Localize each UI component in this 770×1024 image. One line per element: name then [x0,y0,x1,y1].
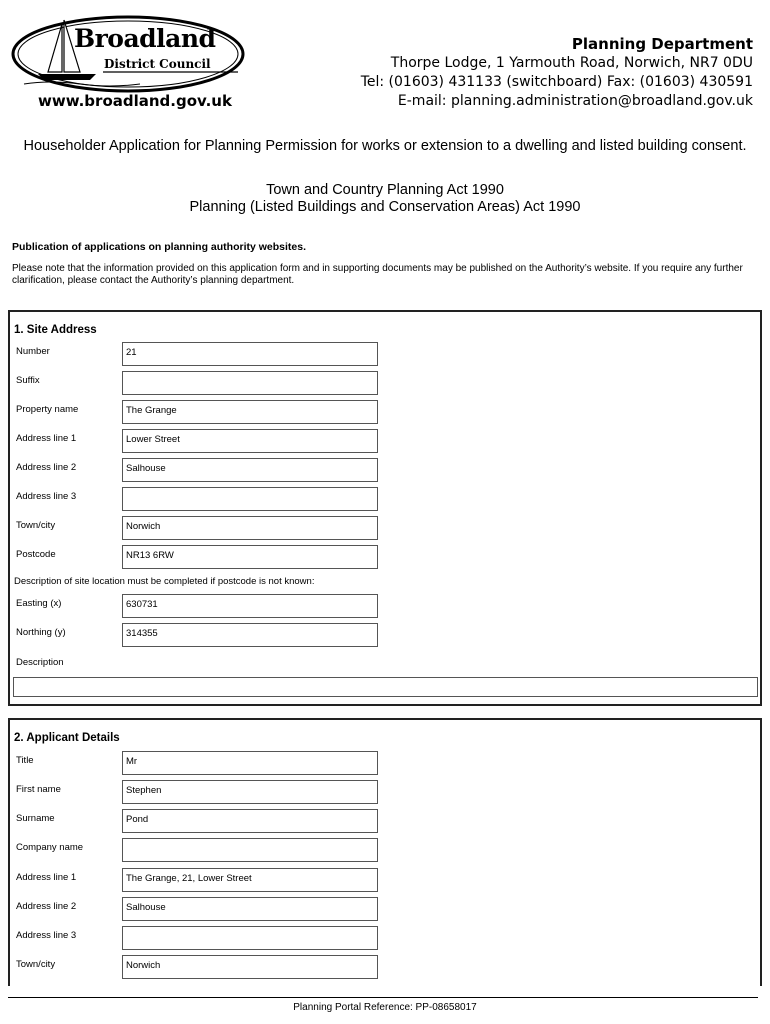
publication-note: Please note that the information provided on this application form and in supporting documents may be published on the Authority’s website. If you require any further clarification, please contact the Authority’s planning department. [12,263,743,286]
form-title: Householder Application for Planning Permission for works or extension to a dwelling and listed building consent. [23,138,747,154]
field-label: Address line 2 [16,901,77,912]
field-label: Town/city [16,520,56,531]
applicant-town-city-field[interactable]: Norwich [122,955,378,979]
department-title: Planning Department [571,35,753,53]
address-line-3-field[interactable] [122,487,378,511]
address-line-1-field[interactable]: Lower Street [122,429,378,453]
field-label: Number [16,346,50,357]
address-line-2-field[interactable]: Salhouse [122,458,378,482]
site-address-section [8,310,762,706]
field-label: Title [16,755,34,766]
northing-field[interactable]: 314355 [122,623,378,647]
field-label: Address line 3 [16,491,77,502]
field-label: Company name [16,842,84,853]
field-label: First name [16,784,61,795]
suffix-field[interactable] [122,371,378,395]
section-title: 1. Site Address [14,324,97,336]
property-name-field[interactable]: The Grange [122,400,378,424]
website-link[interactable]: www.broadland.gov.uk [38,92,232,110]
title-field[interactable]: Mr [122,751,378,775]
postcode-field[interactable]: NR13 6RW [122,545,378,569]
field-label: Address line 1 [16,433,77,444]
applicant-address-line-2-field[interactable]: Salhouse [122,897,378,921]
field-label: Northing (y) [16,627,66,638]
applicant-address-line-3-field[interactable] [122,926,378,950]
publication-heading: Publication of applications on planning authority websites. [12,241,307,253]
section-title: 2. Applicant Details [14,732,120,744]
easting-field[interactable]: 630731 [122,594,378,618]
surname-field[interactable]: Pond [122,809,378,833]
field-label: Description [16,657,64,668]
field-label: Surname [16,813,55,824]
field-label: Postcode [16,549,56,560]
number-field[interactable]: 21 [122,342,378,366]
company-name-field[interactable] [122,838,378,862]
department-contact [361,34,753,111]
act-line-2: Planning (Listed Buildings and Conservation Areas) Act 1990 [189,199,581,215]
field-label: Property name [16,404,79,415]
first-name-field[interactable]: Stephen [122,780,378,804]
department-phone: Tel: (01603) 431133 (switchboard) Fax: (01603) 430591 [360,74,753,90]
field-label: Address line 3 [16,930,77,941]
field-label: Suffix [16,375,40,386]
act-line-1: Town and Country Planning Act 1990 [266,182,504,198]
field-label: Address line 2 [16,462,77,473]
location-note: Description of site location must be completed if postcode is not known: [14,576,315,587]
applicant-details-section [8,718,762,986]
town-city-field[interactable]: Norwich [122,516,378,540]
logo-name: Broadland [74,24,216,53]
portal-reference: Planning Portal Reference: PP-08658017 [293,1002,477,1013]
field-label: Address line 1 [16,872,77,883]
department-email[interactable]: E-mail: planning.administration@broadland.gov.uk [397,93,753,109]
description-field[interactable] [13,677,758,697]
logo-subname: District Council [104,57,211,71]
field-label: Town/city [16,959,56,970]
acts-block [20,182,750,216]
applicant-address-line-1-field[interactable]: The Grange, 21, Lower Street [122,868,378,892]
field-label: Easting (x) [16,598,62,609]
footer-divider [8,997,758,998]
department-address: Thorpe Lodge, 1 Yarmouth Road, Norwich, NR7 0DU [390,55,753,71]
